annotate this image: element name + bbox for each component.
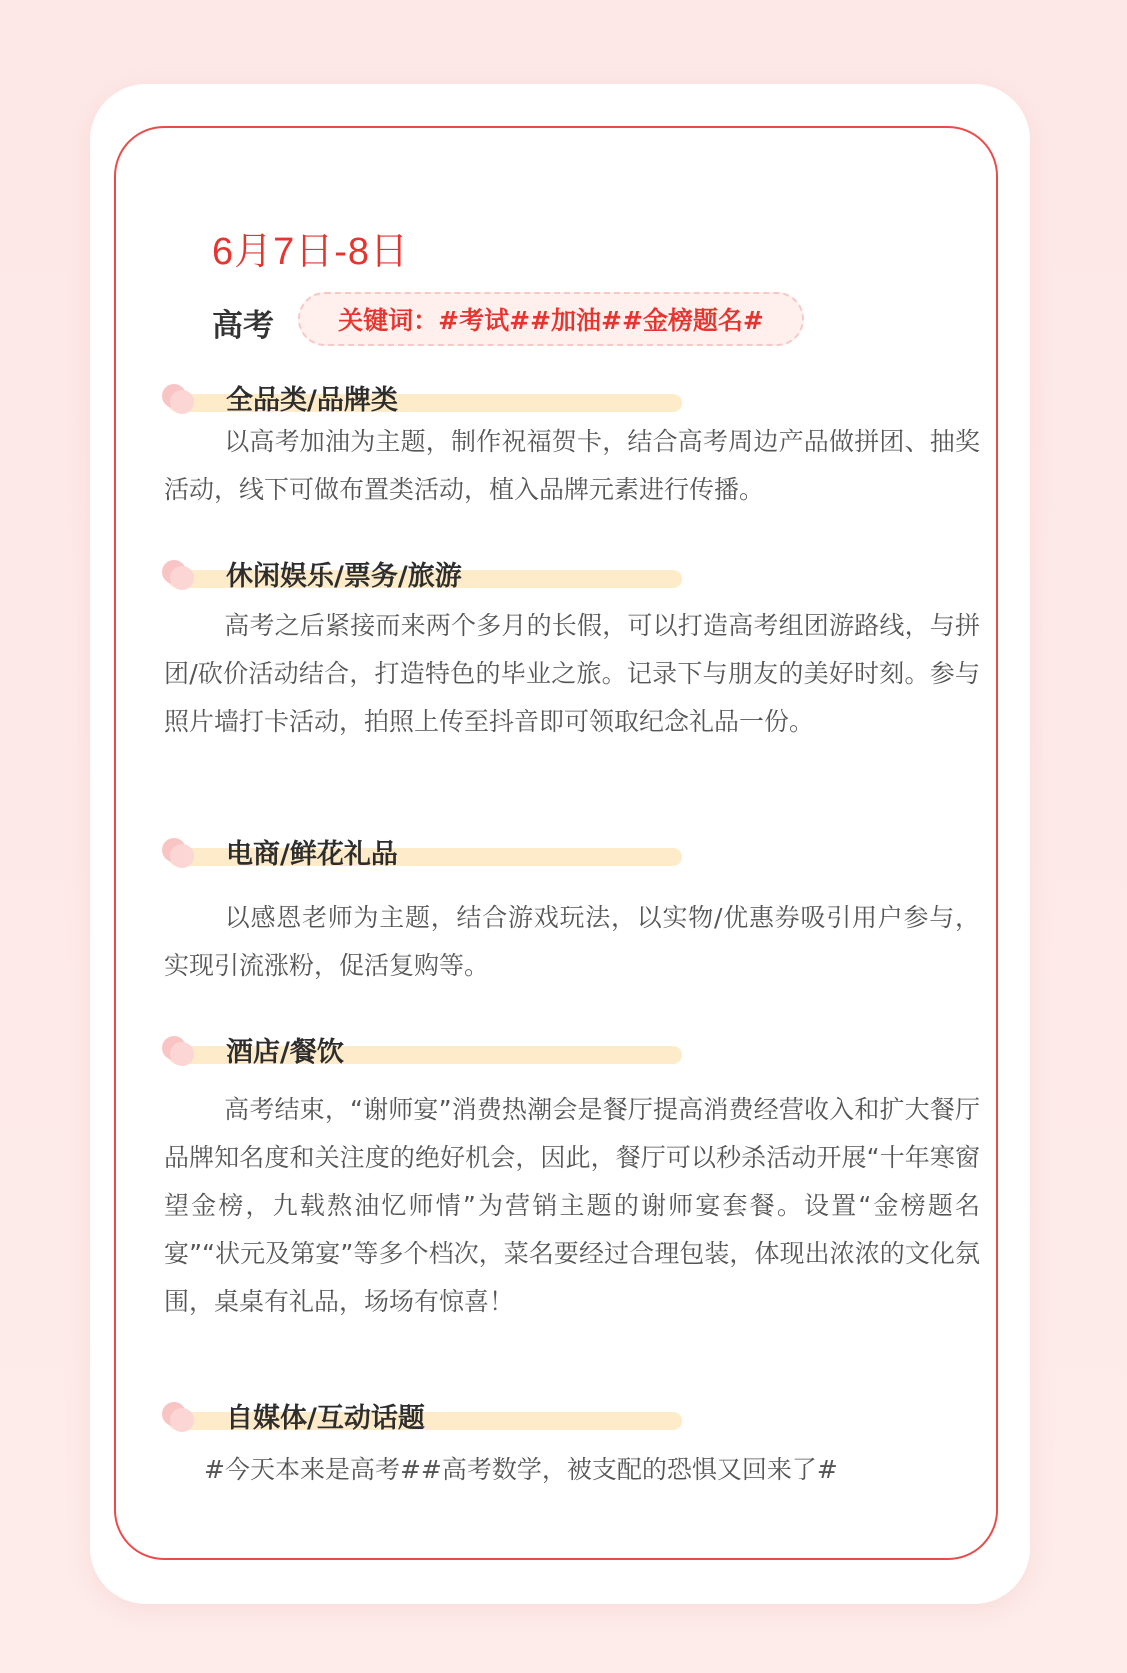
- section-title: 休闲娱乐/票务/旅游: [226, 561, 462, 592]
- section-heading-media: [162, 1396, 682, 1436]
- section-body-media: [164, 1446, 980, 1494]
- bullet-dot-icon: [170, 1408, 194, 1432]
- section-heading-hotel: [162, 1030, 682, 1070]
- section-text: 以感恩老师为主题，结合游戏玩法，以实物/优惠券吸引用户参与，实现引流涨粉，促活复购等。: [164, 903, 980, 980]
- section-title: 自媒体/互动话题: [226, 1403, 425, 1434]
- date-heading: 6月7日-8日: [212, 231, 410, 273]
- bullet-dot-icon: [170, 566, 194, 590]
- keywords-text: 关键词：#考试##加油##金榜题名#: [338, 306, 764, 335]
- section-heading-ecommerce: [162, 832, 682, 872]
- section-heading-brand: [162, 378, 682, 418]
- bullet-dot-icon: [170, 1042, 194, 1066]
- section-title: 全品类/品牌类: [226, 385, 398, 416]
- section-body-brand: [164, 418, 980, 514]
- section-body-leisure: [164, 602, 980, 746]
- content-card: [90, 84, 1030, 1604]
- event-title: 高考: [212, 308, 274, 344]
- keywords-badge: [298, 292, 804, 346]
- bullet-dot-icon: [170, 844, 194, 868]
- section-body-ecommerce: [164, 894, 980, 990]
- section-text: #今天本来是高考##高考数学，被支配的恐惧又回来了#: [204, 1455, 838, 1484]
- section-text: 高考结束，“谢师宴”消费热潮会是餐厅提高消费经营收入和扩大餐厅品牌知名度和关注度的绝好机会，因此，餐厅可以秒杀活动开展“十年寒窗望金榜，九载熬油忆师情”为营销主题的谢师宴套餐。设置“金榜题名宴”“状元及第宴”等多个档次，菜名要经过合理包装，体现出浓浓的文化氛围，桌桌有礼品，场场有惊喜！: [164, 1095, 980, 1316]
- section-heading-leisure: [162, 554, 682, 594]
- section-title: 酒店/餐饮: [226, 1037, 344, 1068]
- section-body-hotel: [164, 1086, 980, 1326]
- section-title: 电商/鲜花礼品: [226, 839, 398, 870]
- section-text: 高考之后紧接而来两个多月的长假，可以打造高考组团游路线，与拼团/砍价活动结合，打造特色的毕业之旅。记录下与朋友的美好时刻。参与照片墙打卡活动，拍照上传至抖音即可领取纪念礼品一份。: [164, 611, 980, 736]
- card-frame: [114, 126, 998, 1560]
- section-text: 以高考加油为主题，制作祝福贺卡，结合高考周边产品做拼团、抽奖活动，线下可做布置类活动，植入品牌元素进行传播。: [164, 427, 980, 504]
- bullet-dot-icon: [170, 390, 194, 414]
